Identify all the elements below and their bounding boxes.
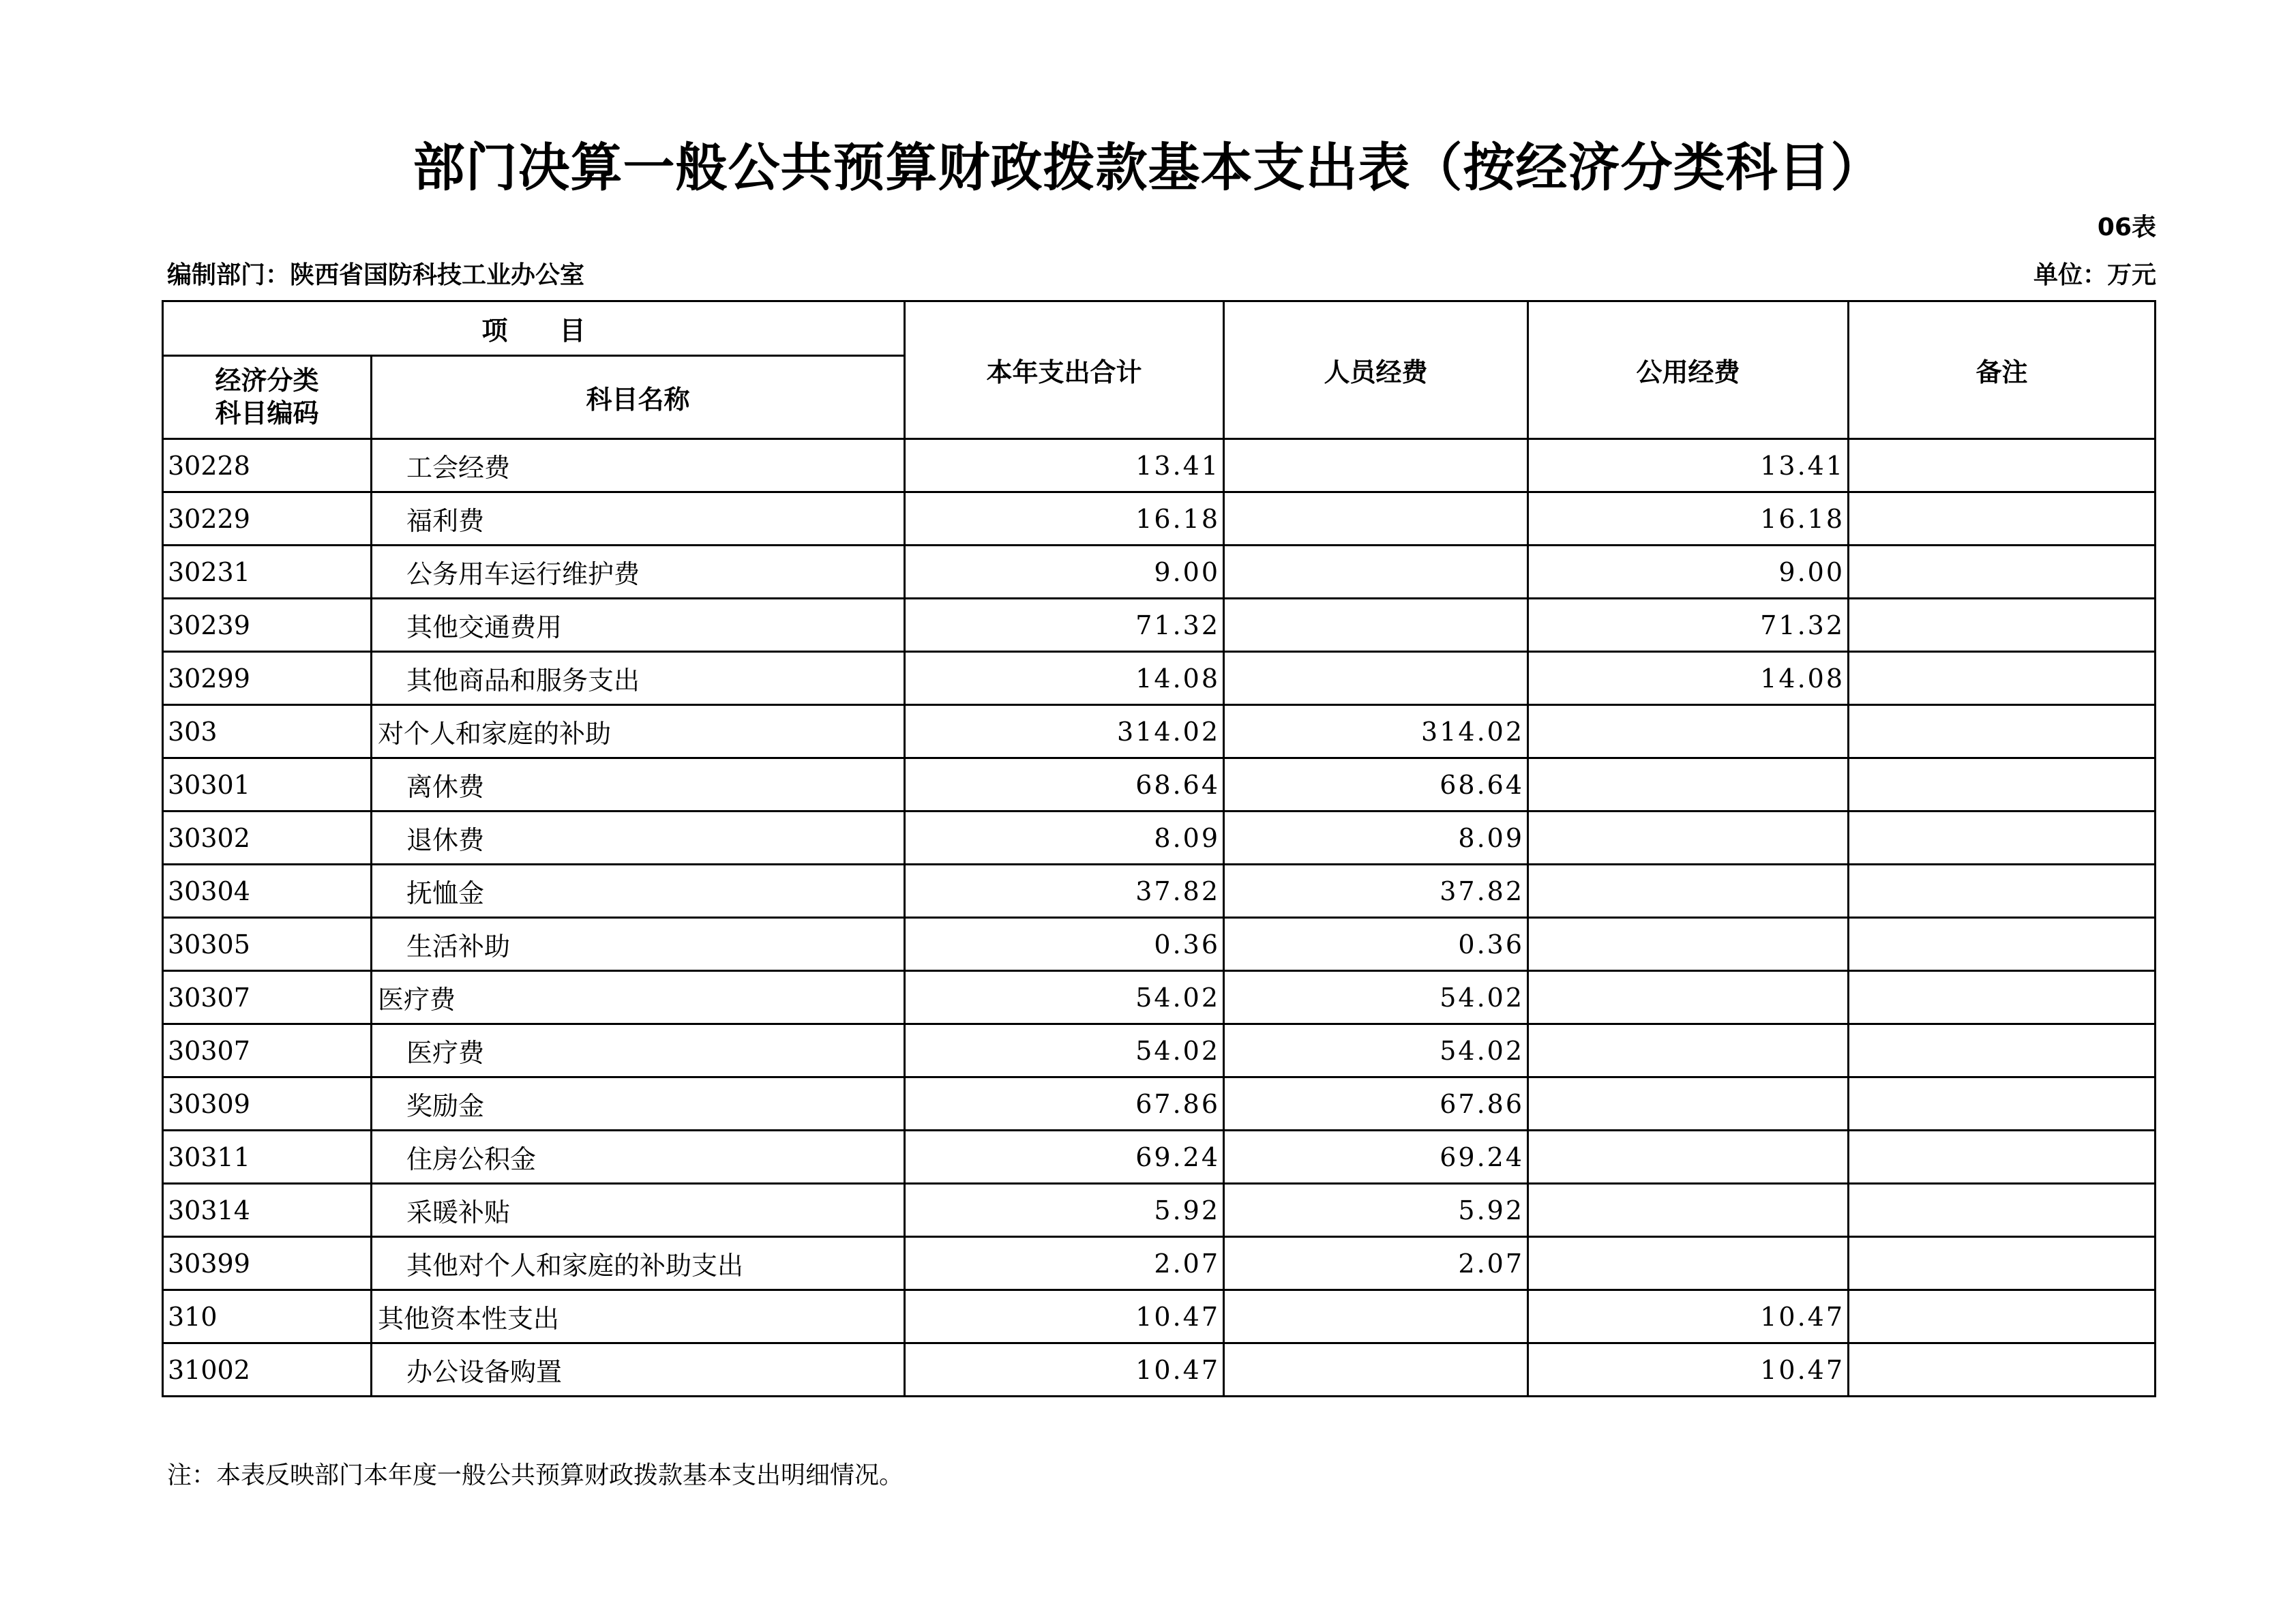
table-number: 06表 <box>2097 213 2156 241</box>
cell-remark <box>1849 1237 2156 1290</box>
cell-code: 30231 <box>163 546 372 599</box>
cell-public <box>1528 971 1849 1024</box>
cell-name: 其他资本性支出 <box>372 1290 905 1343</box>
table-row <box>163 439 2156 492</box>
cell-remark <box>1849 1343 2156 1397</box>
cell-remark <box>1849 546 2156 599</box>
cell-name: 住房公积金 <box>372 1131 905 1184</box>
cell-total: 37.82 <box>905 865 1224 918</box>
cell-remark <box>1849 1077 2156 1131</box>
cell-name: 工会经费 <box>372 439 905 492</box>
cell-code: 30307 <box>163 1024 372 1077</box>
cell-remark <box>1849 439 2156 492</box>
cell-public: 10.47 <box>1528 1290 1849 1343</box>
cell-personnel: 314.02 <box>1224 705 1528 758</box>
cell-code: 30307 <box>163 971 372 1024</box>
cell-name: 医疗费 <box>372 1024 905 1077</box>
cell-total: 54.02 <box>905 1024 1224 1077</box>
header-total: 本年支出合计 <box>905 301 1224 439</box>
cell-total: 10.47 <box>905 1343 1224 1397</box>
cell-remark <box>1849 492 2156 546</box>
cell-code: 30299 <box>163 652 372 705</box>
cell-public <box>1528 1077 1849 1131</box>
cell-total: 13.41 <box>905 439 1224 492</box>
cell-code: 30309 <box>163 1077 372 1131</box>
cell-name: 对个人和家庭的补助 <box>372 705 905 758</box>
cell-name: 其他对个人和家庭的补助支出 <box>372 1237 905 1290</box>
cell-personnel: 0.36 <box>1224 918 1528 971</box>
cell-code: 30302 <box>163 812 372 865</box>
cell-public <box>1528 1131 1849 1184</box>
table-row <box>163 1343 2156 1397</box>
footnote: 注：本表反映部门本年度一般公共预算财政拨款基本支出明细情况。 <box>167 1461 904 1489</box>
table-row <box>163 1290 2156 1343</box>
cell-code: 30305 <box>163 918 372 971</box>
cell-code: 30239 <box>163 599 372 652</box>
cell-code: 30311 <box>163 1131 372 1184</box>
cell-total: 67.86 <box>905 1077 1224 1131</box>
header-name: 科目名称 <box>372 356 905 439</box>
table-row <box>163 546 2156 599</box>
table-row <box>163 492 2156 546</box>
cell-code: 30229 <box>163 492 372 546</box>
cell-remark <box>1849 971 2156 1024</box>
cell-personnel: 68.64 <box>1224 758 1528 812</box>
cell-remark <box>1849 918 2156 971</box>
cell-total: 14.08 <box>905 652 1224 705</box>
cell-public <box>1528 1024 1849 1077</box>
cell-remark <box>1849 1290 2156 1343</box>
cell-personnel: 54.02 <box>1224 971 1528 1024</box>
cell-remark <box>1849 1131 2156 1184</box>
cell-public: 16.18 <box>1528 492 1849 546</box>
header-public: 公用经费 <box>1528 301 1849 439</box>
cell-name: 公务用车运行维护费 <box>372 546 905 599</box>
department-label: 编制部门：陕西省国防科技工业办公室 <box>167 261 585 289</box>
cell-total: 0.36 <box>905 918 1224 971</box>
page-title: 部门决算一般公共预算财政拨款基本支出表（按经济分类科目） <box>413 137 1883 198</box>
cell-name: 生活补助 <box>372 918 905 971</box>
cell-public <box>1528 812 1849 865</box>
cell-name: 其他交通费用 <box>372 599 905 652</box>
cell-remark <box>1849 865 2156 918</box>
cell-code: 30314 <box>163 1184 372 1237</box>
cell-code: 310 <box>163 1290 372 1343</box>
expenditure-table <box>162 300 2156 1397</box>
cell-public <box>1528 758 1849 812</box>
cell-name: 福利费 <box>372 492 905 546</box>
cell-total: 5.92 <box>905 1184 1224 1237</box>
cell-name: 奖励金 <box>372 1077 905 1131</box>
cell-name: 退休费 <box>372 812 905 865</box>
table-row <box>163 1184 2156 1237</box>
cell-remark <box>1849 599 2156 652</box>
cell-public <box>1528 1184 1849 1237</box>
cell-personnel: 54.02 <box>1224 1024 1528 1077</box>
cell-personnel <box>1224 652 1528 705</box>
cell-total: 314.02 <box>905 705 1224 758</box>
cell-code: 30228 <box>163 439 372 492</box>
cell-public: 14.08 <box>1528 652 1849 705</box>
cell-remark <box>1849 812 2156 865</box>
cell-personnel <box>1224 439 1528 492</box>
cell-name: 医疗费 <box>372 971 905 1024</box>
cell-code: 303 <box>163 705 372 758</box>
cell-personnel: 69.24 <box>1224 1131 1528 1184</box>
table-row <box>163 812 2156 865</box>
table-row <box>163 1024 2156 1077</box>
cell-remark <box>1849 1184 2156 1237</box>
cell-public <box>1528 865 1849 918</box>
cell-remark <box>1849 705 2156 758</box>
cell-total: 2.07 <box>905 1237 1224 1290</box>
cell-personnel: 5.92 <box>1224 1184 1528 1237</box>
cell-personnel: 8.09 <box>1224 812 1528 865</box>
cell-code: 31002 <box>163 1343 372 1397</box>
cell-total: 9.00 <box>905 546 1224 599</box>
table-row <box>163 1077 2156 1131</box>
cell-name: 抚恤金 <box>372 865 905 918</box>
cell-personnel: 2.07 <box>1224 1237 1528 1290</box>
cell-remark <box>1849 652 2156 705</box>
unit-label: 单位：万元 <box>2033 261 2156 289</box>
table-row <box>163 971 2156 1024</box>
cell-personnel <box>1224 546 1528 599</box>
cell-personnel <box>1224 599 1528 652</box>
cell-code: 30301 <box>163 758 372 812</box>
cell-code: 30399 <box>163 1237 372 1290</box>
cell-personnel: 67.86 <box>1224 1077 1528 1131</box>
cell-total: 54.02 <box>905 971 1224 1024</box>
cell-public: 10.47 <box>1528 1343 1849 1397</box>
cell-total: 68.64 <box>905 758 1224 812</box>
cell-remark <box>1849 758 2156 812</box>
cell-personnel <box>1224 1290 1528 1343</box>
cell-total: 16.18 <box>905 492 1224 546</box>
cell-name: 离休费 <box>372 758 905 812</box>
header-code: 经济分类 科目编码 <box>163 356 372 439</box>
cell-total: 71.32 <box>905 599 1224 652</box>
table-row <box>163 652 2156 705</box>
cell-name: 其他商品和服务支出 <box>372 652 905 705</box>
cell-total: 10.47 <box>905 1290 1224 1343</box>
cell-personnel: 37.82 <box>1224 865 1528 918</box>
cell-personnel <box>1224 492 1528 546</box>
table-row <box>163 1237 2156 1290</box>
table-row <box>163 705 2156 758</box>
table-row <box>163 758 2156 812</box>
cell-name: 办公设备购置 <box>372 1343 905 1397</box>
cell-remark <box>1849 1024 2156 1077</box>
cell-public: 71.32 <box>1528 599 1849 652</box>
cell-name: 采暖补贴 <box>372 1184 905 1237</box>
cell-code: 30304 <box>163 865 372 918</box>
header-remark: 备注 <box>1849 301 2156 439</box>
table-row <box>163 865 2156 918</box>
cell-personnel <box>1224 1343 1528 1397</box>
table-row <box>163 599 2156 652</box>
table-row <box>163 918 2156 971</box>
cell-public <box>1528 1237 1849 1290</box>
cell-public <box>1528 918 1849 971</box>
cell-total: 8.09 <box>905 812 1224 865</box>
header-personnel: 人员经费 <box>1224 301 1528 439</box>
cell-public: 13.41 <box>1528 439 1849 492</box>
cell-public: 9.00 <box>1528 546 1849 599</box>
cell-public <box>1528 705 1849 758</box>
cell-total: 69.24 <box>905 1131 1224 1184</box>
header-item: 项 目 <box>163 301 905 356</box>
table-row <box>163 1131 2156 1184</box>
